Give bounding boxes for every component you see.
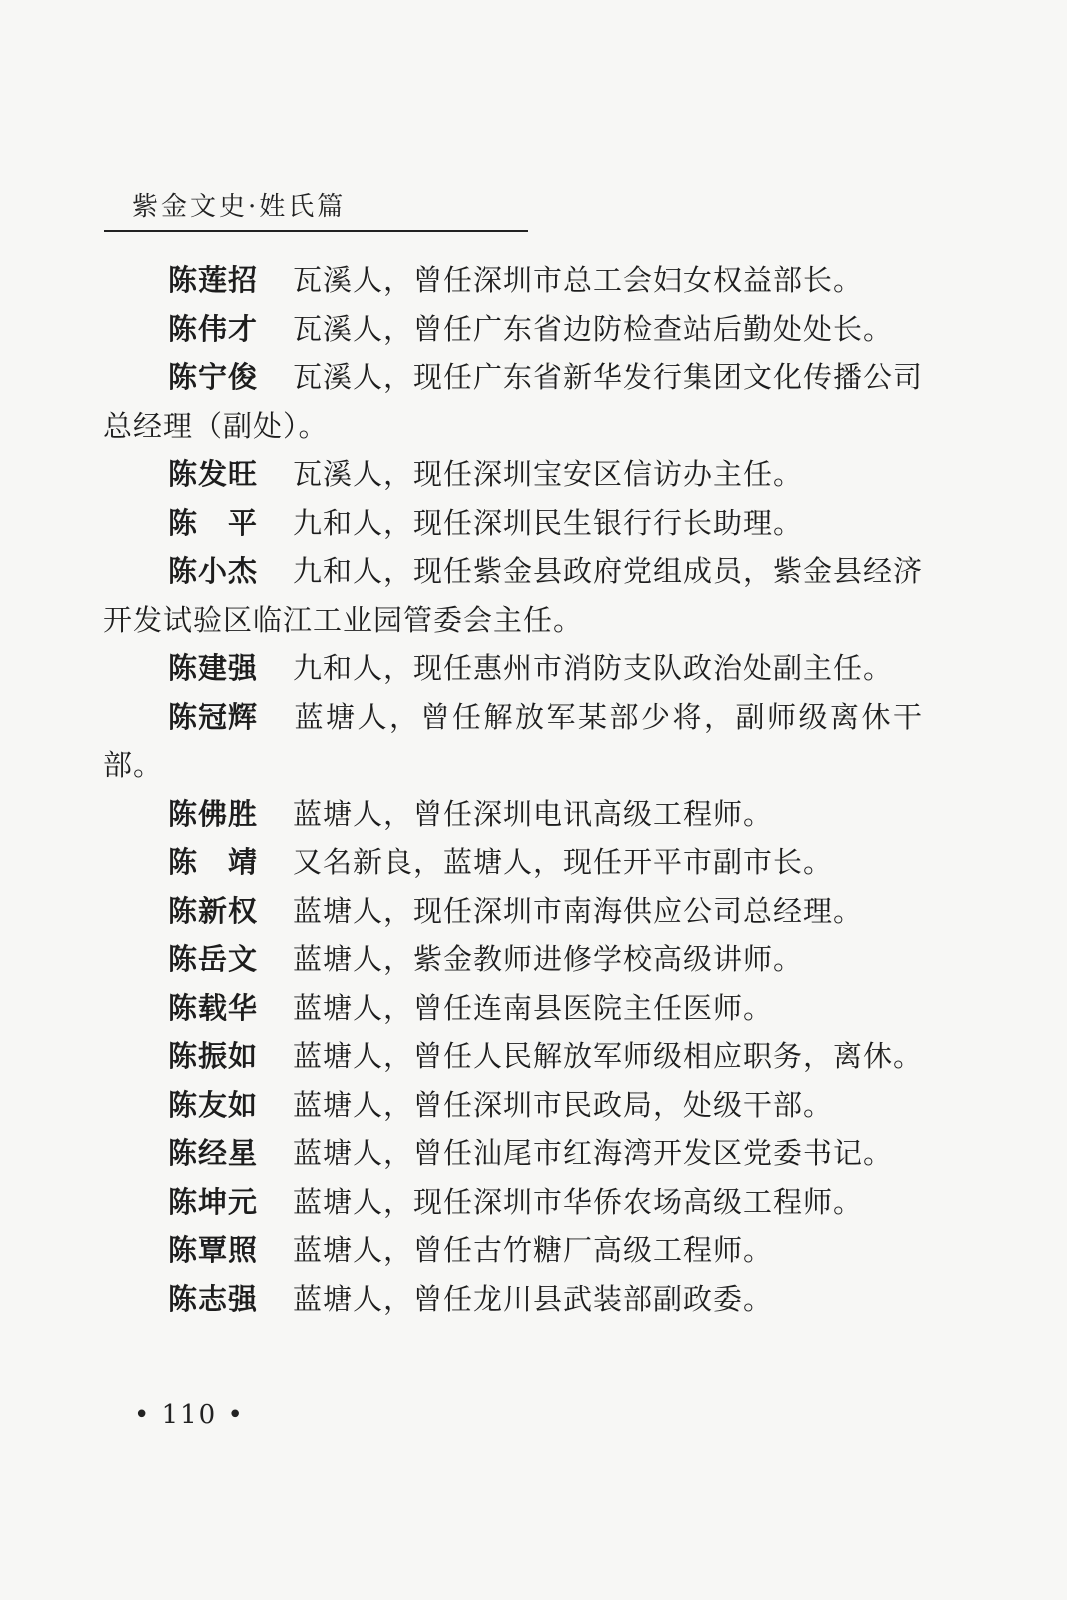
person-description: 瓦溪人，曾任广东省边防检查站后勤处处长。 xyxy=(293,311,894,346)
person-name: 陈莲招 xyxy=(168,263,259,297)
person-description: 蓝塘人，现任深圳市华侨农场高级工程师。 xyxy=(293,1184,864,1219)
person-name: 陈新权 xyxy=(168,893,259,928)
biography-entry xyxy=(103,353,923,450)
biography-entry xyxy=(103,547,923,644)
header-rule xyxy=(104,230,528,232)
biography-entry xyxy=(103,305,923,354)
person-name: 陈伟才 xyxy=(168,311,259,346)
person-description: 又名新良，蓝塘人，现任开平市副市长。 xyxy=(293,845,834,879)
person-description: 蓝塘人，曾任深圳电讯高级工程师。 xyxy=(293,796,774,831)
person-name: 陈小杰 xyxy=(168,554,259,588)
person-name: 陈覃照 xyxy=(168,1233,259,1267)
biography-entry xyxy=(103,935,923,984)
biography-list xyxy=(103,256,923,1323)
person-name: 陈振如 xyxy=(168,1039,259,1073)
biography-entry xyxy=(103,499,923,548)
biography-entry xyxy=(103,256,923,305)
biography-entry xyxy=(103,1275,923,1324)
running-header: 紫金文史·姓氏篇 xyxy=(132,192,347,222)
person-name: 陈发旺 xyxy=(168,457,259,491)
biography-entry xyxy=(103,838,923,887)
person-description: 蓝塘人，曾任古竹糖厂高级工程师。 xyxy=(293,1233,774,1267)
person-name: 陈 靖 xyxy=(168,845,259,879)
person-description: 九和人，现任深圳民生银行行长助理。 xyxy=(293,505,804,540)
person-description: 蓝塘人，曾任解放军某部少将，副师级离休干部。 xyxy=(103,699,923,782)
person-description: 瓦溪人，曾任深圳市总工会妇女权益部长。 xyxy=(293,263,864,297)
person-name: 陈坤元 xyxy=(168,1184,259,1219)
page-number: • 110 • xyxy=(134,1400,245,1430)
person-name: 陈 平 xyxy=(168,505,259,540)
person-name: 陈宁俊 xyxy=(168,360,259,394)
person-description: 蓝塘人，现任深圳市南海供应公司总经理。 xyxy=(293,893,864,928)
person-name: 陈冠辉 xyxy=(168,699,259,734)
biography-entry xyxy=(103,790,923,839)
person-name: 陈载华 xyxy=(168,990,259,1025)
person-name: 陈志强 xyxy=(168,1281,259,1316)
person-description: 蓝塘人，曾任龙川县武装部副政委。 xyxy=(293,1281,774,1316)
person-name: 陈岳文 xyxy=(168,942,259,976)
person-name: 陈佛胜 xyxy=(168,796,259,831)
biography-entry xyxy=(103,984,923,1033)
person-description: 蓝塘人，曾任人民解放军师级相应职务，离休。 xyxy=(293,1039,924,1073)
person-description: 九和人，现任紫金县政府党组成员，紫金县经济开发试验区临江工业园管委会主任。 xyxy=(103,554,924,637)
person-description: 蓝塘人，曾任深圳市民政局，处级干部。 xyxy=(293,1087,834,1122)
biography-entry xyxy=(103,1032,923,1081)
person-description: 蓝塘人，曾任汕尾市红海湾开发区党委书记。 xyxy=(293,1136,894,1170)
biography-entry xyxy=(103,693,923,790)
person-description: 九和人，现任惠州市消防支队政治处副主任。 xyxy=(293,651,894,685)
person-description: 瓦溪人，现任广东省新华发行集团文化传播公司总经理（副处）。 xyxy=(103,360,924,443)
person-description: 蓝塘人，曾任连南县医院主任医师。 xyxy=(293,990,774,1025)
biography-entry xyxy=(103,450,923,499)
biography-entry xyxy=(103,1129,923,1178)
person-name: 陈建强 xyxy=(168,651,259,685)
biography-entry xyxy=(103,1081,923,1130)
biography-entry xyxy=(103,1178,923,1227)
person-name: 陈友如 xyxy=(168,1087,259,1122)
person-description: 蓝塘人，紫金教师进修学校高级讲师。 xyxy=(293,942,804,976)
person-description: 瓦溪人，现任深圳宝安区信访办主任。 xyxy=(293,457,804,491)
person-name: 陈经星 xyxy=(168,1136,259,1170)
biography-entry xyxy=(103,1226,923,1275)
biography-entry xyxy=(103,644,923,693)
biography-entry xyxy=(103,887,923,936)
